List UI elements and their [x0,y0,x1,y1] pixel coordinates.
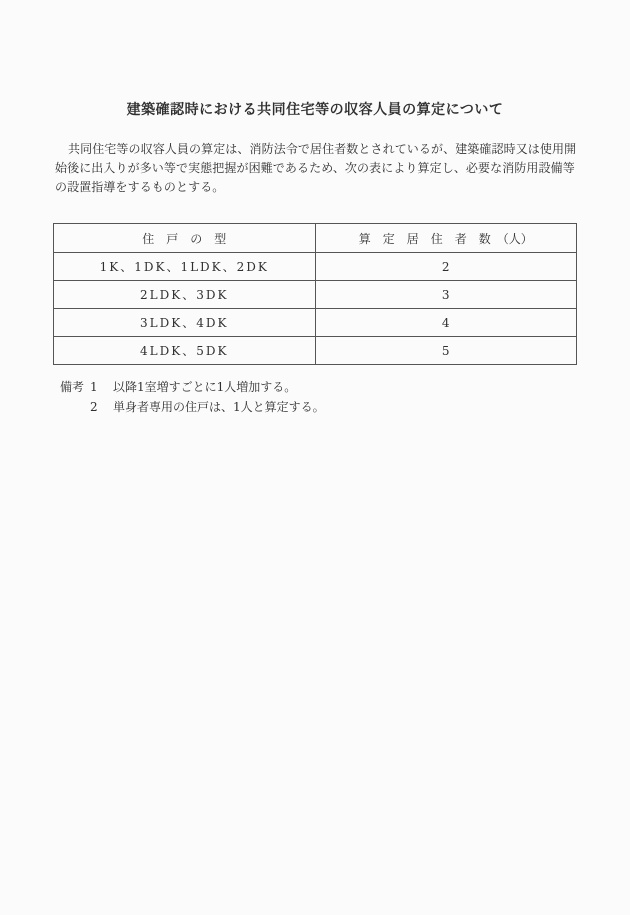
header-unit-type: 住 戸 の 型 [54,224,316,253]
note-item [60,377,325,397]
note-number: 2 [90,400,98,414]
resident-count-cell: 5 [315,337,577,365]
table-row [54,309,577,337]
unit-type-cell: 2LDK、3DK [54,281,316,309]
table-header-row [54,224,577,253]
table-row [54,337,577,365]
notes-section [60,377,325,417]
unit-type-cell: 1K、1DK、1LDK、2DK [54,253,316,281]
notes-label: 備考 [60,380,85,394]
resident-count-cell: 4 [315,309,577,337]
occupancy-table [53,223,577,365]
header-resident-count: 算 定 居 住 者 数 （人） [315,224,577,253]
note-text: 以降1室増すごとに1人増加する。 [113,380,297,394]
note-number: 1 [90,380,98,394]
resident-count-cell: 2 [315,253,577,281]
table-row [54,281,577,309]
unit-type-cell: 3LDK、4DK [54,309,316,337]
paragraph-line: 始後に出入りが多い等で実態把握が困難であるため、次の表により算定し、必要な消防用設備等 [55,161,575,175]
notes-label-spacer [60,397,90,417]
note-text: 単身者専用の住戸は、1人と算定する。 [113,400,325,414]
unit-type-cell: 4LDK、5DK [54,337,316,365]
resident-count-cell: 3 [315,281,577,309]
note-item [60,397,325,417]
paragraph-line: 共同住宅等の収容人員の算定は、消防法令で居住者数とされているが、建築確認時又は使用開 [68,142,577,156]
intro-paragraph [55,140,579,197]
table-row [54,253,577,281]
paragraph-line: の設置指導をするものとする。 [55,180,225,194]
page-title: 建築確認時における共同住宅等の収容人員の算定について [126,102,504,118]
